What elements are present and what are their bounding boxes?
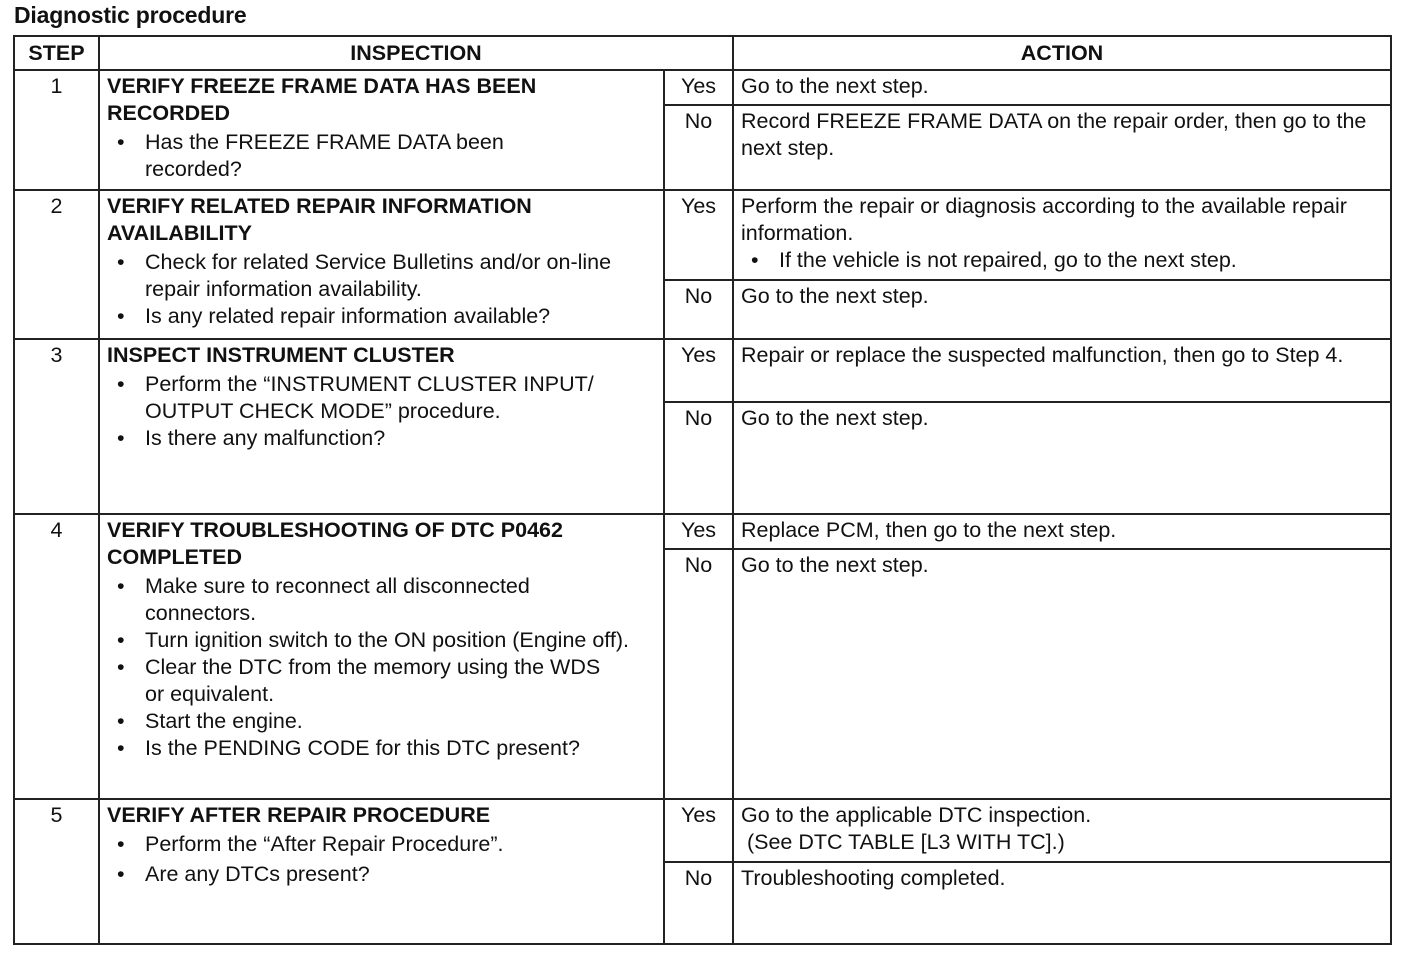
yes-action-cell <box>733 190 1391 280</box>
header-action: ACTION <box>733 36 1391 70</box>
step-number: 1 <box>14 70 99 190</box>
header-step: STEP <box>14 36 99 70</box>
inspection-point: • Check for related Service Bulletins and/or on-line repair information availability. <box>107 249 657 303</box>
yes-label: Yes <box>664 339 733 402</box>
no-label: No <box>664 862 733 944</box>
inspection-heading: VERIFY AFTER REPAIR PROCEDURE <box>107 803 491 827</box>
table-row <box>14 190 1391 280</box>
step-number: 2 <box>14 190 99 339</box>
inspection-point: • Perform the “INSTRUMENT CLUSTER INPUT/ OUTPUT CHECK MODE” procedure. <box>107 371 657 425</box>
no-action: Go to the next step. <box>733 402 1391 514</box>
inspection-heading: INSPECT INSTRUMENT CLUSTER <box>107 343 455 367</box>
inspection-point: • Are any DTCs present? <box>107 861 657 888</box>
yes-label: Yes <box>664 514 733 549</box>
page-title: Diagnostic procedure <box>14 2 247 28</box>
yes-action: Repair or replace the suspected malfunction, then go to Step 4. <box>733 339 1391 402</box>
no-action: Troubleshooting completed. <box>733 862 1391 944</box>
inspection-point: • Clear the DTC from the memory using the WDS or equivalent. <box>107 654 615 708</box>
inspection-heading: VERIFY FREEZE FRAME DATA HAS BEEN RECORDED <box>107 74 537 125</box>
step-number: 4 <box>14 514 99 799</box>
inspection-cell <box>99 190 664 339</box>
inspection-cell <box>99 799 664 944</box>
header-row <box>14 36 1391 70</box>
inspection-point: • Is the PENDING CODE for this DTC present? <box>107 735 657 762</box>
table-row <box>14 339 1391 402</box>
table-row <box>14 70 1391 105</box>
yes-action-bullet: • If the vehicle is not repaired, go to the next step. <box>741 247 1384 274</box>
inspection-point: • Start the engine. <box>107 708 657 735</box>
yes-action-reference: (See DTC TABLE [L3 WITH TC].) <box>741 830 1065 854</box>
no-label: No <box>664 280 733 339</box>
no-label: No <box>664 105 733 190</box>
no-label: No <box>664 402 733 514</box>
yes-action: Go to the next step. <box>733 70 1391 105</box>
no-action: Go to the next step. <box>733 549 1391 799</box>
yes-label: Yes <box>664 799 733 862</box>
yes-action: Replace PCM, then go to the next step. <box>733 514 1391 549</box>
table-row <box>14 799 1391 862</box>
yes-label: Yes <box>664 190 733 280</box>
step-number: 5 <box>14 799 99 944</box>
inspection-cell <box>99 514 664 799</box>
inspection-point: • Has the FREEZE FRAME DATA been recorded? <box>107 129 545 183</box>
yes-action: Go to the applicable DTC inspection. <box>741 803 1092 827</box>
no-label: No <box>664 549 733 799</box>
step-number: 3 <box>14 339 99 514</box>
inspection-point: • Turn ignition switch to the ON position (Engine off). <box>107 627 657 654</box>
inspection-point: • Perform the “After Repair Procedure”. <box>107 831 657 858</box>
inspection-point: • Make sure to reconnect all disconnected connectors. <box>107 573 615 627</box>
header-inspection: INSPECTION <box>99 36 733 70</box>
inspection-heading: VERIFY TROUBLESHOOTING OF DTC P0462 COMPLETED <box>107 518 563 569</box>
yes-action-cell <box>733 799 1391 862</box>
no-action: Go to the next step. <box>733 280 1391 339</box>
inspection-heading: VERIFY RELATED REPAIR INFORMATION AVAILABILITY <box>107 194 532 245</box>
table-row <box>14 514 1391 549</box>
diagnostic-table <box>13 35 1392 945</box>
inspection-point: • Is there any malfunction? <box>107 425 657 452</box>
inspection-cell <box>99 70 664 190</box>
inspection-cell <box>99 339 664 514</box>
yes-action: Perform the repair or diagnosis according to the available repair information. <box>741 194 1347 245</box>
inspection-point: • Is any related repair information available? <box>107 303 657 330</box>
yes-label: Yes <box>664 70 733 105</box>
no-action: Record FREEZE FRAME DATA on the repair order, then go to the next step. <box>733 105 1391 190</box>
